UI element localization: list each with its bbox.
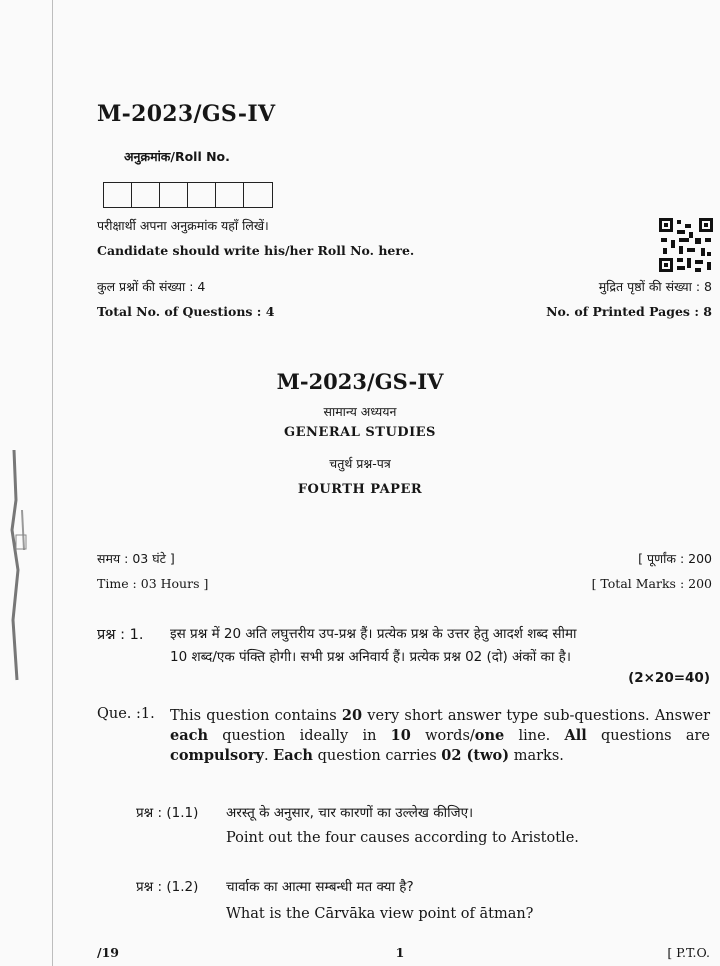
roll-box[interactable] [160, 183, 188, 207]
question-text-hindi-line2: 10 शब्द/एक पंक्ति होगी। सभी प्रश्न अनिवार्य हैं। प्रत्येक प्रश्न 02 (दो) अंकों का है। [170, 649, 571, 665]
scan-edge-artifact [0, 440, 30, 690]
roll-instruction-english: Candidate should write his/her Roll No. here. [97, 243, 415, 258]
subject-english: GENERAL STUDIES [284, 425, 436, 440]
marks-hindi: [ पूर्णांक : 200 [638, 551, 712, 566]
question-text-english: This question contains 20 very short answer type sub-questions. Answer each question ideally in 10 words/one line. All questions are compulsory. Each question carries 02 (two) marks. [170, 707, 711, 764]
roll-box[interactable] [216, 183, 244, 207]
roll-instruction-hindi: परीक्षार्थी अपना अनुक्रमांक यहाँ लिखें। [97, 218, 269, 233]
subject-hindi: सामान्य अध्ययन [323, 404, 397, 419]
question-marks: (2×20=40) [628, 670, 710, 686]
roll-number-label: अनुक्रमांक/Roll No. [124, 149, 230, 164]
roll-box[interactable] [188, 183, 216, 207]
pto-label: [ P.T.O. [667, 945, 710, 960]
qr-code-icon [659, 218, 713, 272]
paper-code: M-2023/GS-IV [97, 101, 276, 127]
time-english: Time : 03 Hours ] [97, 576, 209, 591]
subquestion-text-hindi: चार्वाक का आत्मा सम्बन्धी मत क्या है? [226, 879, 414, 895]
roll-box[interactable] [244, 183, 272, 207]
time-hindi: समय : 03 घंटे ] [97, 551, 175, 566]
subquestion-text-hindi: अरस्तू के अनुसार, चार कारणों का उल्लेख कीजिए। [226, 805, 474, 821]
footer-series: /19 [97, 945, 119, 960]
subquestion-label: प्रश्न : (1.1) [136, 805, 199, 821]
roll-box[interactable] [132, 183, 160, 207]
total-questions-hindi: कुल प्रश्नों की संख्या : 4 [97, 279, 206, 294]
subquestion-text-english: Point out the four causes according to Aristotle. [226, 830, 579, 846]
page-number: 1 [395, 945, 405, 960]
paper-hindi: चतुर्थ प्रश्न-पत्र [329, 456, 391, 471]
printed-pages-english: No. of Printed Pages : 8 [546, 304, 712, 319]
question-label-english: Que. :1. [97, 706, 155, 722]
title-code: M-2023/GS-IV [276, 369, 444, 394]
marks-english: [ Total Marks : 200 [591, 576, 712, 591]
question-text-hindi-line1: इस प्रश्न में 20 अति लघुत्तरीय उप-प्रश्न हैं। प्रत्येक प्रश्न के उत्तर हेतु आदर्श शब्द सीमा [170, 626, 577, 642]
paper-english: FOURTH PAPER [297, 482, 423, 497]
total-questions-english: Total No. of Questions : 4 [97, 304, 275, 319]
roll-box[interactable] [104, 183, 132, 207]
question-label-hindi: प्रश्न : 1. [97, 627, 144, 643]
printed-pages-hindi: मुद्रित पृष्ठों की संख्या : 8 [598, 279, 712, 294]
roll-number-boxes[interactable] [103, 182, 273, 208]
subquestion-text-english: What is the Cārvāka view point of ātman? [226, 906, 534, 922]
subquestion-label: प्रश्न : (1.2) [136, 879, 199, 895]
